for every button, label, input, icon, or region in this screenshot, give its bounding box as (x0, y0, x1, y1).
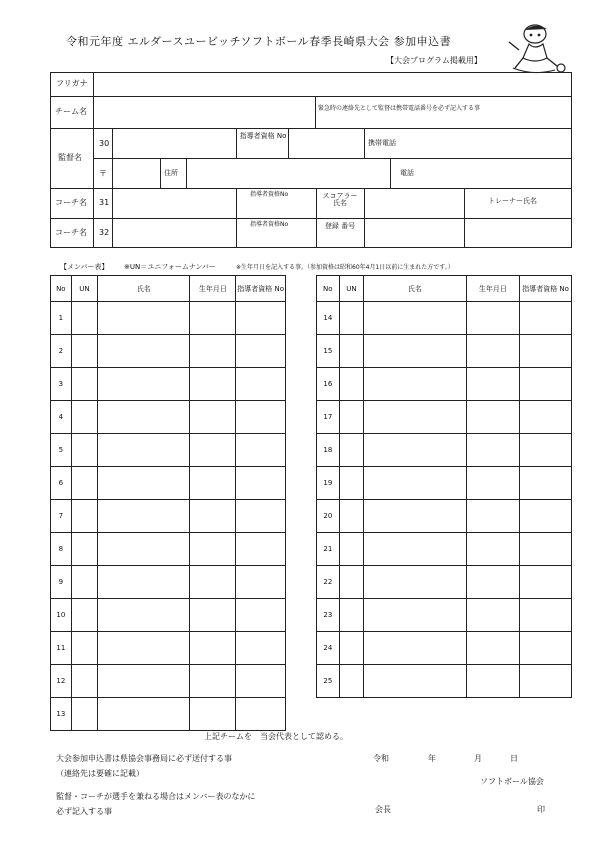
cert-cell[interactable] (236, 698, 286, 731)
coach1-label: コーチ名 (55, 198, 87, 207)
dob-cell[interactable] (190, 401, 236, 434)
row-number: 19 (317, 467, 340, 500)
cert-cell[interactable] (236, 533, 286, 566)
cert-cell[interactable] (520, 401, 572, 434)
row-number: 24 (317, 632, 340, 665)
col-no: No (317, 276, 340, 302)
table-row (51, 302, 286, 335)
name-cell[interactable] (364, 632, 466, 665)
row-number: 18 (317, 434, 340, 467)
coach1-cert-label: 指導者資格No (250, 191, 289, 198)
name-cell[interactable] (98, 467, 190, 500)
un-cell[interactable] (339, 368, 364, 401)
cert-cell[interactable] (520, 533, 572, 566)
row-number: 2 (51, 335, 72, 368)
row-number: 6 (51, 467, 72, 500)
cert-cell[interactable] (236, 467, 286, 500)
manager-name-input[interactable] (114, 130, 234, 156)
coach2-number: 32 (99, 228, 110, 237)
un-cell[interactable] (71, 401, 98, 434)
phone-input[interactable] (430, 160, 570, 186)
date-year: 年 (428, 754, 436, 763)
name-cell[interactable] (98, 335, 190, 368)
cert-cell[interactable] (236, 665, 286, 698)
dob-cell[interactable] (190, 368, 236, 401)
cert-cell[interactable] (520, 368, 572, 401)
chair-label: 会長 (375, 805, 391, 814)
dob-cell[interactable] (466, 632, 520, 665)
row-number: 13 (51, 698, 72, 731)
dob-note: ※生年月日を記入する事。（参加資格は昭和60年4月1日以前に生まれた方です。） (236, 264, 454, 271)
dob-cell[interactable] (190, 566, 236, 599)
date-day: 日 (510, 754, 518, 763)
emergency-note: 緊急時の連絡先として監督は携帯電話番号を必ず記入する事 (318, 105, 481, 112)
manager-number: 30 (99, 139, 110, 148)
name-cell[interactable] (364, 533, 466, 566)
cert-cell[interactable] (520, 434, 572, 467)
cert-cell[interactable] (236, 500, 286, 533)
name-cell[interactable] (364, 500, 466, 533)
col-un: UN (71, 276, 98, 302)
row-number: 12 (51, 665, 72, 698)
cert-cell[interactable] (236, 302, 286, 335)
name-cell[interactable] (98, 401, 190, 434)
note-coach-2: 必ず記入する事 (56, 807, 112, 816)
coach2-name-input[interactable] (114, 220, 234, 246)
row-number: 3 (51, 368, 72, 401)
table-row (317, 566, 572, 599)
name-cell[interactable] (364, 401, 466, 434)
un-cell[interactable] (339, 599, 364, 632)
dob-cell[interactable] (466, 533, 520, 566)
scorer-input[interactable] (366, 190, 462, 216)
name-cell[interactable] (364, 665, 466, 698)
dob-cell[interactable] (466, 467, 520, 500)
dob-cell[interactable] (190, 665, 236, 698)
dob-cell[interactable] (190, 533, 236, 566)
table-row (317, 401, 572, 434)
team-name-input[interactable] (95, 98, 313, 126)
dob-cell[interactable] (190, 500, 236, 533)
table-row (317, 302, 572, 335)
furigana-input[interactable] (95, 74, 570, 94)
cert-cell[interactable] (236, 566, 286, 599)
association-name: ソフトボール協会 (480, 777, 544, 786)
cert-cell[interactable] (520, 632, 572, 665)
cert-cell[interactable] (236, 599, 286, 632)
team-name-label: チーム名 (55, 107, 87, 116)
table-row (51, 434, 286, 467)
dob-cell[interactable] (466, 434, 520, 467)
name-cell[interactable] (98, 500, 190, 533)
row-number: 25 (317, 665, 340, 698)
col-dob: 生年月日 (466, 276, 520, 302)
row-number: 8 (51, 533, 72, 566)
note-send: 大会参加申込書は県協会事務局に必ず送付する事 (56, 754, 232, 763)
col-name: 氏名 (98, 276, 190, 302)
cert-cell[interactable] (236, 632, 286, 665)
row-number: 23 (317, 599, 340, 632)
table-row (51, 533, 286, 566)
row-number: 5 (51, 434, 72, 467)
dob-cell[interactable] (190, 599, 236, 632)
name-cell[interactable] (98, 566, 190, 599)
table-row (317, 467, 572, 500)
cert-cell[interactable] (520, 500, 572, 533)
row-number: 11 (51, 632, 72, 665)
row-number: 9 (51, 566, 72, 599)
name-cell[interactable] (98, 302, 190, 335)
scorer-label: スコアラー 氏名 (322, 192, 358, 207)
col-dob: 生年月日 (190, 276, 236, 302)
table-row (317, 434, 572, 467)
row-number: 10 (51, 599, 72, 632)
cert-cell[interactable] (236, 434, 286, 467)
trainer-label: トレーナー氏名 (488, 197, 537, 205)
name-cell[interactable] (364, 566, 466, 599)
name-cell[interactable] (98, 698, 190, 731)
table-row (317, 368, 572, 401)
certify-text: 上記チームを 当会代表として認める。 (204, 732, 348, 741)
table-row (51, 467, 286, 500)
row-number: 7 (51, 500, 72, 533)
note-coach: 監督・コーチが選手を兼ねる場合はメンバー表のなかに (56, 792, 256, 801)
dob-cell[interactable] (190, 467, 236, 500)
dob-cell[interactable] (190, 335, 236, 368)
row-number: 17 (317, 401, 340, 434)
date-month: 月 (474, 754, 482, 763)
table-row (51, 665, 286, 698)
note-contact: （連絡先は要確に記載） (56, 769, 144, 778)
name-cell[interactable] (364, 599, 466, 632)
cert-cell[interactable] (520, 599, 572, 632)
dob-cell[interactable] (466, 401, 520, 434)
row-number: 15 (317, 335, 340, 368)
cert-cell[interactable] (520, 467, 572, 500)
table-row (51, 368, 286, 401)
col-name: 氏名 (364, 276, 466, 302)
un-cell[interactable] (339, 533, 364, 566)
un-cell[interactable] (71, 368, 98, 401)
dob-cell[interactable] (466, 335, 520, 368)
table-row (51, 335, 286, 368)
dob-cell[interactable] (466, 500, 520, 533)
un-cell[interactable] (71, 500, 98, 533)
cert-cell[interactable] (236, 368, 286, 401)
table-row (51, 566, 286, 599)
table-row (317, 533, 572, 566)
un-cell[interactable] (71, 599, 98, 632)
row-number: 22 (317, 566, 340, 599)
dob-cell[interactable] (466, 368, 520, 401)
name-cell[interactable] (98, 368, 190, 401)
coach2-cert-label: 指導者資格No (250, 221, 289, 228)
dob-cell[interactable] (466, 599, 520, 632)
members-header: 【メンバー表】 (60, 263, 109, 271)
un-cell[interactable] (71, 632, 98, 665)
un-cell[interactable] (339, 302, 364, 335)
col-cert: 指導者資格 No (520, 276, 572, 302)
cert-cell[interactable] (520, 335, 572, 368)
table-row (317, 500, 572, 533)
row-number: 20 (317, 500, 340, 533)
un-cell[interactable] (339, 500, 364, 533)
row-number: 16 (317, 368, 340, 401)
cert-cell[interactable] (520, 566, 572, 599)
name-cell[interactable] (98, 632, 190, 665)
table-row (51, 599, 286, 632)
uni-note: ※UN＝ユニフォームナンバー (124, 263, 216, 271)
name-cell[interactable] (98, 533, 190, 566)
un-cell[interactable] (339, 665, 364, 698)
row-number: 14 (317, 302, 340, 335)
trainer-input[interactable] (466, 220, 570, 246)
row-number: 1 (51, 302, 72, 335)
mascot-logo (505, 20, 569, 78)
dob-cell[interactable] (466, 665, 520, 698)
page-title: 令和元年度 エルダースユービッチソフトボール春季長崎県大会 参加申込書 (66, 35, 452, 48)
un-cell[interactable] (339, 632, 364, 665)
mobile-input[interactable] (410, 130, 570, 156)
address-input[interactable] (188, 160, 388, 186)
roster-table-right (316, 275, 572, 698)
table-row (317, 665, 572, 698)
dob-cell[interactable] (190, 434, 236, 467)
un-cell[interactable] (339, 335, 364, 368)
un-cell[interactable] (71, 665, 98, 698)
table-row (51, 698, 286, 731)
name-cell[interactable] (364, 335, 466, 368)
reg-no-input[interactable] (366, 220, 462, 246)
table-row (317, 599, 572, 632)
dob-cell[interactable] (466, 566, 520, 599)
leader-cert-label: 指導者資格 No (239, 132, 287, 140)
cert-cell[interactable] (520, 665, 572, 698)
un-cell[interactable] (71, 698, 98, 731)
phone-label: 電話 (400, 169, 414, 177)
cert-cell[interactable] (236, 335, 286, 368)
address-label: 住所 (164, 169, 178, 177)
un-cell[interactable] (71, 533, 98, 566)
un-cell[interactable] (71, 566, 98, 599)
coach1-number: 31 (99, 198, 110, 207)
table-row (317, 335, 572, 368)
mobile-label: 携帯電話 (368, 139, 396, 147)
roster-table-left (50, 275, 286, 731)
name-cell[interactable] (98, 434, 190, 467)
name-cell[interactable] (364, 368, 466, 401)
un-cell[interactable] (339, 566, 364, 599)
dob-cell[interactable] (190, 632, 236, 665)
coach1-name-input[interactable] (114, 190, 234, 216)
name-cell[interactable] (364, 467, 466, 500)
name-cell[interactable] (364, 302, 466, 335)
table-row (51, 401, 286, 434)
col-no: No (51, 276, 72, 302)
cert-cell[interactable] (236, 401, 286, 434)
furigana-label: フリガナ (56, 79, 88, 88)
cert-cell[interactable] (520, 302, 572, 335)
un-cell[interactable] (339, 467, 364, 500)
reg-no-label: 登録 番号 (324, 222, 356, 230)
manager-label: 監督名 (58, 153, 82, 162)
seal-mark: 印 (537, 805, 545, 814)
postal-mark: 〒 (99, 169, 107, 178)
table-row (51, 632, 286, 665)
un-cell[interactable] (71, 434, 98, 467)
coach2-label: コーチ名 (55, 228, 87, 237)
un-cell[interactable] (339, 434, 364, 467)
program-note: 【大会プログラム掲載用】 (386, 56, 482, 65)
col-un: UN (339, 276, 364, 302)
un-cell[interactable] (71, 335, 98, 368)
leader-cert-input[interactable] (290, 130, 362, 156)
row-number: 4 (51, 401, 72, 434)
row-number: 21 (317, 533, 340, 566)
col-cert: 指導者資格 No (236, 276, 286, 302)
table-row (51, 500, 286, 533)
table-row (317, 632, 572, 665)
date-era: 令和 (373, 754, 389, 763)
name-cell[interactable] (98, 599, 190, 632)
dob-cell[interactable] (190, 698, 236, 731)
dob-cell[interactable] (466, 302, 520, 335)
un-cell[interactable] (339, 401, 364, 434)
un-cell[interactable] (71, 302, 98, 335)
name-cell[interactable] (98, 665, 190, 698)
name-cell[interactable] (364, 434, 466, 467)
un-cell[interactable] (71, 467, 98, 500)
dob-cell[interactable] (190, 302, 236, 335)
